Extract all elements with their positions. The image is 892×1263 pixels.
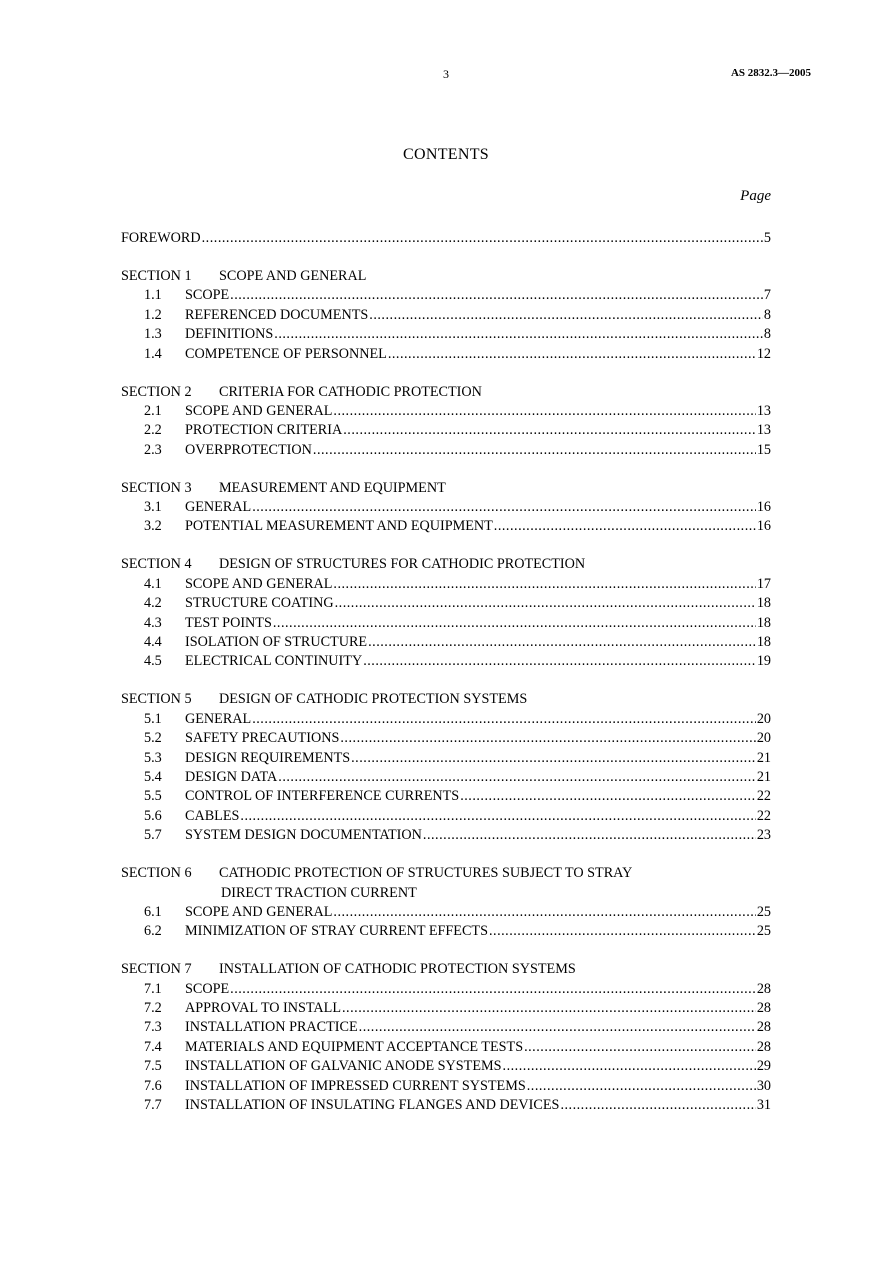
page-title: CONTENTS	[403, 146, 489, 163]
toc-entry-number: 2.2	[144, 422, 162, 439]
toc-entry-number: 7.2	[144, 1000, 162, 1017]
toc-entry-foreword[interactable]	[121, 229, 771, 248]
dot-leader	[252, 498, 756, 517]
dot-leader	[333, 903, 755, 922]
toc-entry-label: ISOLATION OF STRUCTURE	[185, 634, 368, 651]
dot-leader	[351, 749, 756, 768]
toc-entry-label: SAFETY PRECAUTIONS	[185, 730, 340, 747]
section-title: CRITERIA FOR CATHODIC PROTECTION	[219, 383, 482, 400]
toc-section	[121, 690, 771, 845]
toc-entry[interactable]	[121, 1038, 771, 1057]
toc-entry-page: 18	[756, 614, 771, 631]
toc-entry-page: 22	[756, 807, 771, 824]
toc-entry[interactable]	[121, 575, 771, 594]
section-number: SECTION 7	[121, 961, 192, 978]
toc-entry-page: 16	[756, 518, 771, 535]
toc-entry-page: 8	[763, 326, 771, 343]
toc-entry[interactable]	[121, 594, 771, 613]
toc-entry-number: 4.4	[144, 634, 162, 651]
toc-entry[interactable]	[121, 768, 771, 787]
toc-entry[interactable]	[121, 633, 771, 652]
section-heading[interactable]	[121, 555, 771, 574]
toc-entry-number: 1.1	[144, 287, 162, 304]
toc-entry[interactable]	[121, 729, 771, 748]
toc-entry-number: 1.3	[144, 326, 162, 343]
dot-leader	[343, 421, 756, 440]
dot-leader	[460, 787, 756, 806]
toc-section	[121, 960, 771, 1115]
toc-entry-page: 30	[756, 1077, 771, 1094]
toc-entry-number: 7.7	[144, 1097, 162, 1113]
toc-entry-number: 6.1	[144, 903, 162, 920]
toc-entry-label: MATERIALS AND EQUIPMENT ACCEPTANCE TESTS	[185, 1038, 524, 1055]
toc-entry-page: 7	[763, 287, 771, 304]
toc-entry-page: 19	[756, 653, 771, 670]
toc-entry[interactable]	[121, 1018, 771, 1037]
toc-entry[interactable]	[121, 325, 771, 344]
section-title: SCOPE AND GENERAL	[219, 267, 367, 284]
toc-entry-number: 4.3	[144, 614, 162, 631]
toc-entry[interactable]	[121, 710, 771, 729]
toc-entry[interactable]	[121, 517, 771, 536]
section-heading[interactable]	[121, 960, 771, 979]
toc-entry-label: ELECTRICAL CONTINUITY	[185, 653, 363, 670]
document-id: AS 2832.3—2005	[730, 67, 811, 79]
dot-leader	[503, 1057, 756, 1076]
dot-leader	[560, 1096, 755, 1115]
toc-entry-page: 28	[756, 980, 771, 997]
section-heading[interactable]	[121, 383, 771, 402]
toc-entry-page: 31	[756, 1097, 771, 1113]
toc-entry[interactable]	[121, 1096, 771, 1115]
toc-entry-number: 5.1	[144, 710, 162, 727]
toc-entry-label: OVERPROTECTION	[185, 441, 312, 458]
section-number: SECTION 6	[121, 865, 192, 882]
toc-section	[121, 555, 771, 671]
dot-leader	[278, 768, 756, 787]
toc-section	[121, 267, 771, 364]
dot-leader	[230, 980, 756, 999]
toc-entry-page: 12	[756, 345, 771, 362]
section-heading[interactable]	[121, 479, 771, 498]
toc-entry-label: DESIGN REQUIREMENTS	[185, 749, 351, 766]
toc-entry-label: CABLES	[185, 807, 240, 824]
toc-entry[interactable]	[121, 807, 771, 826]
toc-entry[interactable]	[121, 306, 771, 325]
toc-entry-label: COMPETENCE OF PERSONNEL	[185, 345, 387, 362]
dot-leader	[359, 1018, 756, 1037]
dot-leader	[342, 999, 756, 1018]
toc-entry-page: 18	[756, 595, 771, 612]
toc-entry-number: 7.3	[144, 1019, 162, 1036]
toc-entry-number: 5.2	[144, 730, 162, 747]
toc-entry-label: POTENTIAL MEASUREMENT AND EQUIPMENT	[185, 518, 493, 535]
table-of-contents	[121, 229, 771, 1115]
dot-leader	[524, 1038, 756, 1057]
toc-entry[interactable]	[121, 1077, 771, 1096]
dot-leader	[527, 1077, 756, 1096]
toc-entry-number: 1.2	[144, 306, 162, 323]
toc-entry-number: 7.6	[144, 1077, 162, 1094]
toc-entry-label: REFERENCED DOCUMENTS	[185, 306, 369, 323]
toc-entry-label: INSTALLATION OF GALVANIC ANODE SYSTEMS	[185, 1058, 502, 1075]
toc-entry-page: 17	[756, 575, 771, 592]
toc-entry-label: INSTALLATION PRACTICE	[185, 1019, 358, 1036]
toc-entry-label: CONTROL OF INTERFERENCE CURRENTS	[185, 788, 460, 805]
toc-entry-page: 20	[756, 730, 771, 747]
dot-leader	[494, 517, 756, 536]
toc-entry-page: 5	[763, 230, 771, 246]
toc-entry-page: 28	[756, 1019, 771, 1036]
toc-entry[interactable]	[121, 903, 771, 922]
section-heading[interactable]	[121, 267, 771, 286]
toc-entry[interactable]	[121, 922, 771, 941]
dot-leader	[202, 229, 763, 248]
toc-entry-label: PROTECTION CRITERIA	[185, 422, 343, 439]
section-title: INSTALLATION OF CATHODIC PROTECTION SYSTEMS	[219, 961, 576, 978]
toc-entry-label: SCOPE	[185, 980, 230, 997]
toc-entry[interactable]	[121, 498, 771, 517]
section-title: DESIGN OF STRUCTURES FOR CATHODIC PROTECTION	[219, 556, 586, 573]
toc-entry[interactable]	[121, 787, 771, 806]
toc-entry-number: 2.3	[144, 441, 162, 458]
toc-entry[interactable]	[121, 826, 771, 845]
toc-entry-number: 2.1	[144, 402, 162, 419]
section-title-continued: DIRECT TRACTION CURRENT	[221, 884, 417, 901]
toc-entry-number: 4.2	[144, 595, 162, 612]
toc-section	[121, 864, 771, 942]
toc-entry-number: 5.3	[144, 749, 162, 766]
toc-entry-label: DESIGN DATA	[185, 768, 278, 785]
toc-entry-number: 5.7	[144, 827, 162, 844]
toc-entry[interactable]	[121, 402, 771, 421]
dot-leader	[340, 729, 755, 748]
toc-entry-label: DEFINITIONS	[185, 326, 274, 343]
toc-entry-label: SYSTEM DESIGN DOCUMENTATION	[185, 827, 422, 844]
section-title: DESIGN OF CATHODIC PROTECTION SYSTEMS	[219, 691, 528, 708]
toc-entry-label: GENERAL	[185, 499, 252, 516]
dot-leader	[363, 652, 756, 671]
toc-entry-label: APPROVAL TO INSTALL	[185, 1000, 341, 1017]
dot-leader	[240, 807, 755, 826]
section-title: MEASUREMENT AND EQUIPMENT	[219, 479, 446, 496]
toc-entry-label: STRUCTURE COATING	[185, 595, 334, 612]
toc-entry[interactable]	[121, 614, 771, 633]
dot-leader	[423, 826, 756, 845]
toc-entry-page: 15	[756, 441, 771, 458]
toc-entry-number: 6.2	[144, 923, 162, 940]
toc-entry-number: 7.5	[144, 1058, 162, 1075]
toc-entry[interactable]	[121, 652, 771, 671]
toc-entry-page: 13	[756, 422, 771, 439]
dot-leader	[369, 306, 763, 325]
toc-entry-number: 3.1	[144, 499, 162, 516]
toc-entry[interactable]	[121, 421, 771, 440]
toc-entry-number: 3.2	[144, 518, 162, 535]
toc-entry-label: GENERAL	[185, 710, 252, 727]
toc-entry-label: INSTALLATION OF INSULATING FLANGES AND DEVICES	[185, 1097, 560, 1113]
toc-entry-number: 7.1	[144, 980, 162, 997]
dot-leader	[489, 922, 756, 941]
toc-entry[interactable]	[121, 441, 771, 460]
toc-entry-page: 18	[756, 634, 771, 651]
section-number: SECTION 4	[121, 556, 192, 573]
toc-entry-page: 16	[756, 499, 771, 516]
toc-entry[interactable]	[121, 749, 771, 768]
toc-entry-label: SCOPE	[185, 287, 230, 304]
toc-entry-label: INSTALLATION OF IMPRESSED CURRENT SYSTEMS	[185, 1077, 526, 1094]
toc-entry[interactable]	[121, 980, 771, 999]
toc-section	[121, 383, 771, 461]
dot-leader	[273, 614, 756, 633]
toc-entry[interactable]	[121, 1057, 771, 1076]
toc-entry-page: 23	[756, 827, 771, 844]
dot-leader	[313, 441, 756, 460]
toc-entry[interactable]	[121, 286, 771, 305]
toc-entry-label: TEST POINTS	[185, 614, 272, 631]
section-title: CATHODIC PROTECTION OF STRUCTURES SUBJECT TO STRAY	[219, 865, 633, 882]
toc-entry-page: 21	[756, 749, 771, 766]
toc-entry-page: 25	[756, 903, 771, 920]
toc-entry-number: 4.5	[144, 653, 162, 670]
toc-entry-number: 5.5	[144, 788, 162, 805]
section-number: SECTION 1	[121, 267, 192, 284]
toc-entry-label: MINIMIZATION OF STRAY CURRENT EFFECTS	[185, 923, 488, 940]
toc-entry-label: SCOPE AND GENERAL	[185, 402, 333, 419]
section-number: SECTION 3	[121, 479, 192, 496]
toc-entry-number: 5.4	[144, 768, 162, 785]
toc-sections	[121, 267, 771, 1115]
toc-entry-page: 25	[756, 923, 771, 940]
dot-leader	[388, 345, 756, 364]
toc-entry-page: 21	[756, 768, 771, 785]
section-heading[interactable]	[121, 864, 771, 883]
section-number: SECTION 2	[121, 383, 192, 400]
page-number: 3	[443, 67, 449, 81]
toc-entry-label: SCOPE AND GENERAL	[185, 903, 333, 920]
dot-leader	[252, 710, 756, 729]
dot-leader	[335, 594, 756, 613]
toc-entry-number: 4.1	[144, 575, 162, 592]
toc-entry[interactable]	[121, 345, 771, 364]
section-heading[interactable]	[121, 690, 771, 709]
dot-leader	[333, 402, 755, 421]
toc-entry-page: 22	[756, 788, 771, 805]
page-column-label: Page	[740, 188, 771, 204]
dot-leader	[230, 286, 763, 305]
toc-section	[121, 479, 771, 537]
toc-entry[interactable]	[121, 999, 771, 1018]
toc-entry-page: 13	[756, 402, 771, 419]
toc-entry-label: FOREWORD	[121, 230, 201, 246]
toc-entry-number: 1.4	[144, 345, 162, 362]
dot-leader	[368, 633, 756, 652]
section-number: SECTION 5	[121, 691, 192, 708]
toc-entry-page: 29	[756, 1058, 771, 1075]
dot-leader	[274, 325, 763, 344]
toc-entry-page: 8	[763, 306, 771, 323]
toc-entry-page: 20	[756, 710, 771, 727]
toc-entry-number: 5.6	[144, 807, 162, 824]
toc-entry-label: SCOPE AND GENERAL	[185, 575, 333, 592]
toc-entry-page: 28	[756, 1038, 771, 1055]
toc-entry-page: 28	[756, 1000, 771, 1017]
toc-entry-number: 7.4	[144, 1038, 162, 1055]
dot-leader	[333, 575, 755, 594]
